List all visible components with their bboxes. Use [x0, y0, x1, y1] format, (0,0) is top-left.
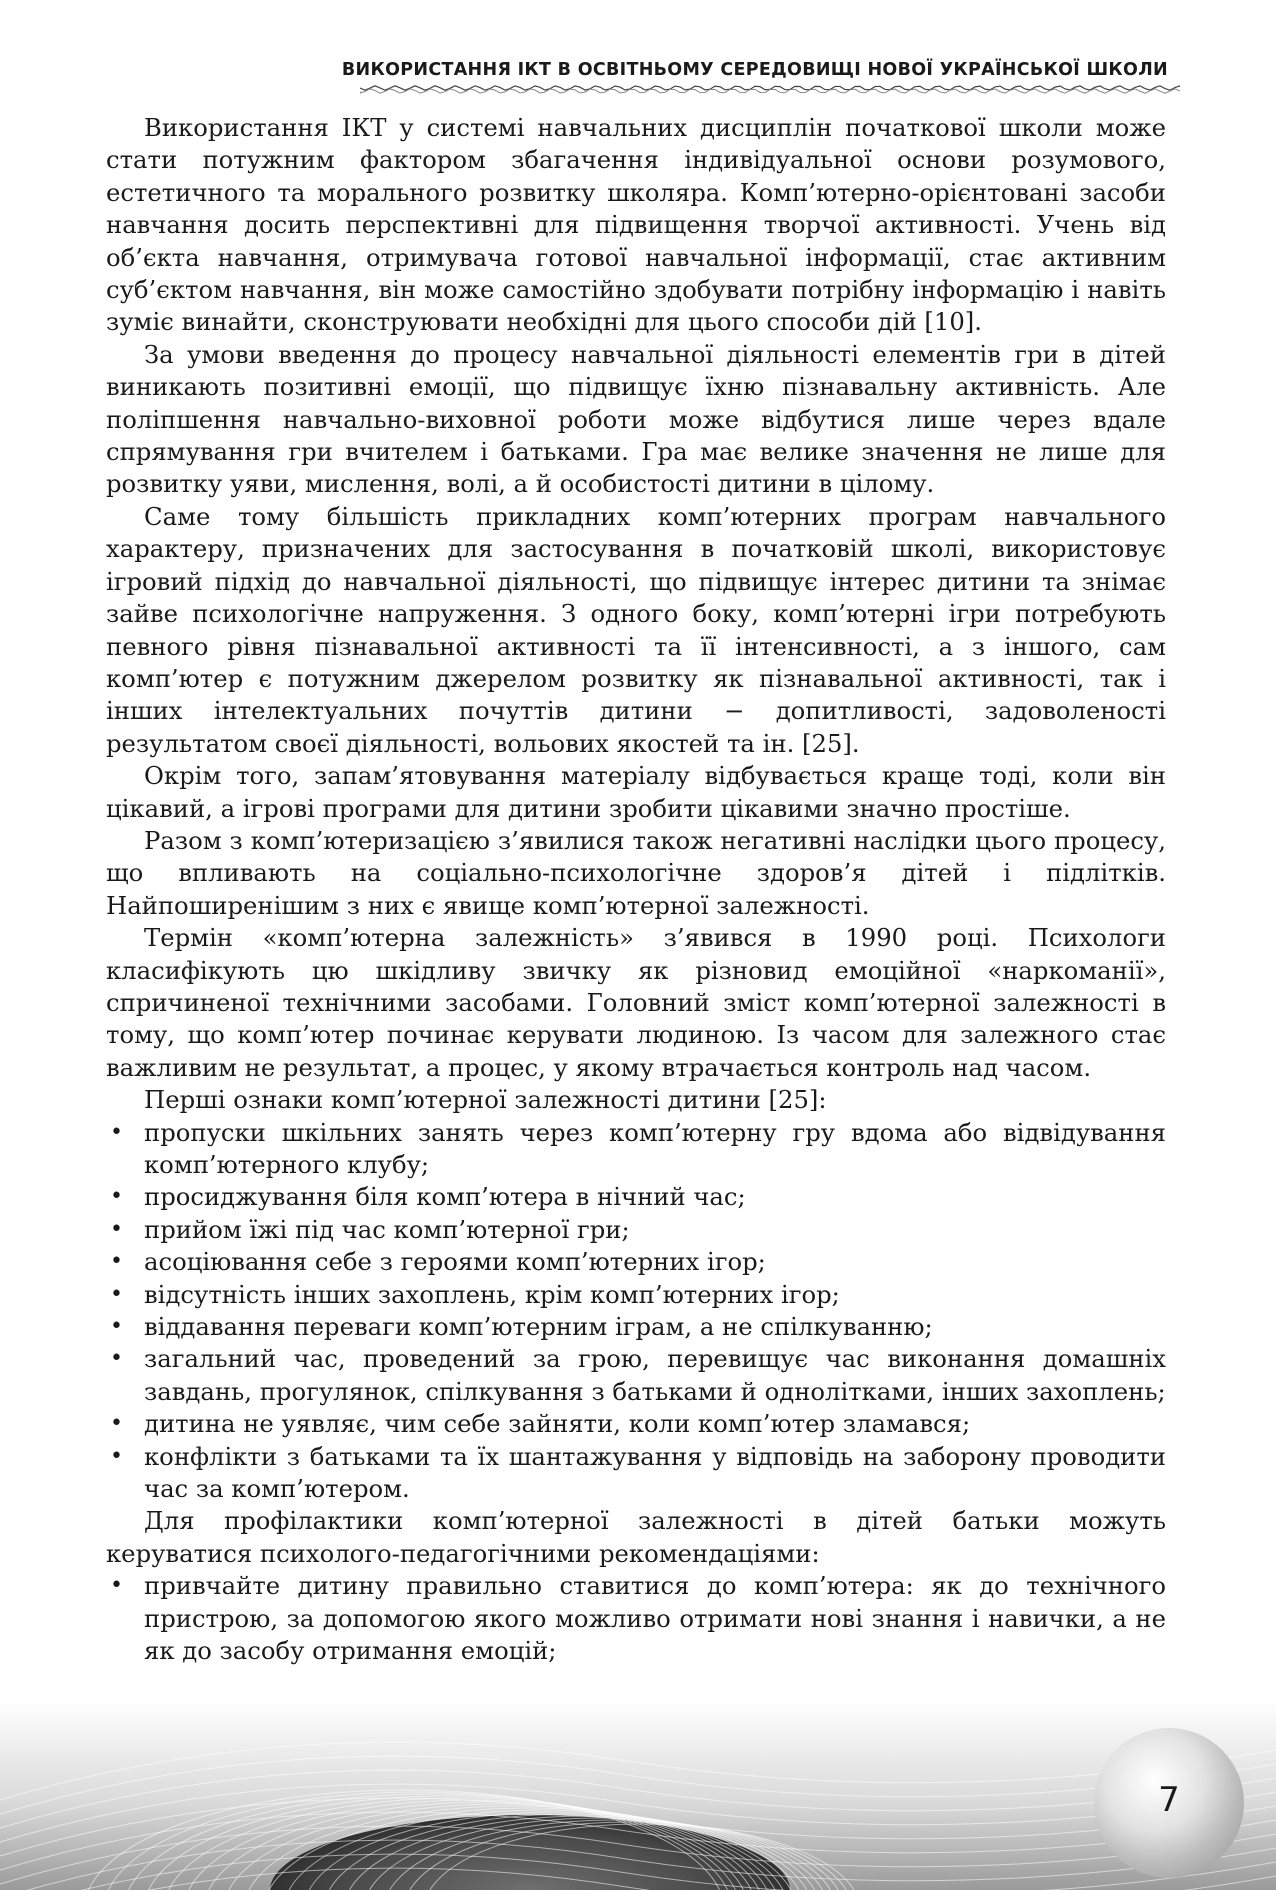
list-item-text: асоціювання себе з героями комп’ютерних ігор; [144, 1247, 766, 1277]
bullet-icon: • [110, 1216, 123, 1242]
paragraph: Окрім того, запам’ятовування матеріалу відбувається краще тоді, коли він цікавий, а ігрові програми для дитини зробити цікавими значно простіше. [106, 761, 1166, 823]
bullet-icon: • [110, 1443, 123, 1469]
paragraph: Перші ознаки комп’ютерної залежності дитини [25]: [144, 1085, 827, 1115]
paragraph: Термін «комп’ютерна залежність» з’явився в 1990 році. Психологи класифікують цю шкідливу звичку як різновид емоційної «наркоманії», спричиненої технічними засобами. Головний зміст комп’ютерної залежності в тому, що комп’ютер починає керувати людиною. Із часом для залежного стає важливим не результат, а процес, у якому втрачається контроль над часом. [106, 923, 1166, 1082]
bullet-icon: • [110, 1184, 123, 1210]
bullet-icon: • [110, 1281, 123, 1307]
running-header [0, 0, 1276, 100]
bullet-icon: • [110, 1314, 123, 1340]
bullet-icon: • [110, 1119, 123, 1145]
bullet-icon: • [110, 1346, 123, 1372]
paragraph: За умови введення до процесу навчальної діяльності елементів гри в дітей виникають позитивні емоції, що підвищує їхню пізнавальну активність. Але поліпшення навчально-виховної роботи може відбутися лише через вдале спрямування гри вчителем і батьками. Гра має велике значення не лише для розвитку уяви, мислення, волі, а й особистості дитини в цілому. [106, 339, 1166, 499]
list-item [106, 1246, 1166, 1278]
list-item [106, 1441, 1166, 1506]
list-item-text: пропуски шкільних занять через комп’ютерну гру вдома або відвідування комп’ютерного клубу; [144, 1117, 1166, 1179]
list-item [106, 1117, 1166, 1182]
paragraph: Для профілактики комп’ютерної залежності в дітей батьки можуть керуватися психолого-педагогічними рекомендаціями: [106, 1506, 1166, 1568]
list-item-text: привчайте дитину правильно ставитися до комп’ютера: як до технічного пристрою, за допомогою якого можливо отримати нові знання і навички, а не як до засобу отримання емоцій; [144, 1571, 1166, 1666]
list-item-text: віддавання переваги комп’ютерним іграм, а не спілкуванню; [144, 1312, 933, 1342]
paragraph: Використання ІКТ у системі навчальних дисциплін початкової школи може стати потужним фактором збагачення індивідуальної основи розумового, естетичного та морального розвитку школяра. Комп’ютерно-орієнтовані засоби навчання досить перспективні для підвищення творчої активності. Учень від об’єкта навчання, отримувача готової навчальної інформації, стає активним суб’єктом навчання, він може самостійно здобувати потрібну інформацію і навіть зуміє винайти, сконструювати необхідні для цього способи дій [10]. [106, 113, 1166, 337]
paragraph: Разом з комп’ютеризацією з’явилися також негативні наслідки цього процесу, що впливають на соціально-психологічне здоров’я дітей і підлітків. Найпоширенішим з них є явище комп’ютерної залежності. [106, 825, 1166, 920]
list-item [106, 1214, 1166, 1246]
list-item-text: прийом їжі під час комп’ютерної гри; [144, 1214, 630, 1244]
list-item [106, 1343, 1166, 1408]
running-header-title: ВИКОРИСТАННЯ ІКТ В ОСВІТНЬОМУ СЕРЕДОВИЩІ НОВОЇ УКРАЇНСЬКОЇ ШКОЛИ [341, 60, 1168, 80]
signs-list [106, 1117, 1166, 1506]
bullet-icon: • [110, 1249, 123, 1275]
list-item-text: просиджування біля комп’ютера в нічний час; [144, 1182, 746, 1212]
page-content [106, 112, 1166, 1668]
list-item [106, 1311, 1166, 1343]
list-item-text: загальний час, проведений за грою, перевищує час виконання домашніх завдань, прогулянок, спілкування з батьками й однолітками, інших захоплень; [144, 1344, 1166, 1406]
list-item [106, 1570, 1166, 1667]
bullet-icon: • [110, 1411, 123, 1437]
list-item-text: конфлікти з батьками та їх шантажування у відповідь на заборону проводити час за комп’ютером. [144, 1441, 1166, 1504]
recommendations-list [106, 1570, 1166, 1667]
list-item-text: відсутність інших захоплень, крім комп’ютерних ігор; [144, 1279, 840, 1309]
header-wave-rule [360, 82, 1180, 96]
paragraph: Саме тому більшість прикладних комп’ютерних програм навчального характеру, призначених для застосування в початковій школі, використовує ігровий підхід до навчальної діяльності, що підвищує інтерес дитини та знімає зайве психологічне напруження. З одного боку, комп’ютерні ігри потребують певного рівня пізнавальної активності та її інтенсивності, а з іншого, сам комп’ютер є потужним джерелом розвитку як пізнавальної активності, так і інших інтелектуальних почуттів дитини − допитливості, задоволеності результатом своєї діяльності, вольових якостей та ін. [25]. [106, 501, 1166, 758]
list-item-text: дитина не уявляє, чим себе зайняти, коли комп’ютер зламався; [144, 1409, 971, 1439]
list-item [106, 1279, 1166, 1311]
bullet-icon: • [110, 1573, 123, 1599]
footer-decoration-image [0, 1700, 1276, 1890]
list-item [106, 1181, 1166, 1213]
page-number: 7 [1158, 1780, 1180, 1820]
list-item [106, 1408, 1166, 1440]
